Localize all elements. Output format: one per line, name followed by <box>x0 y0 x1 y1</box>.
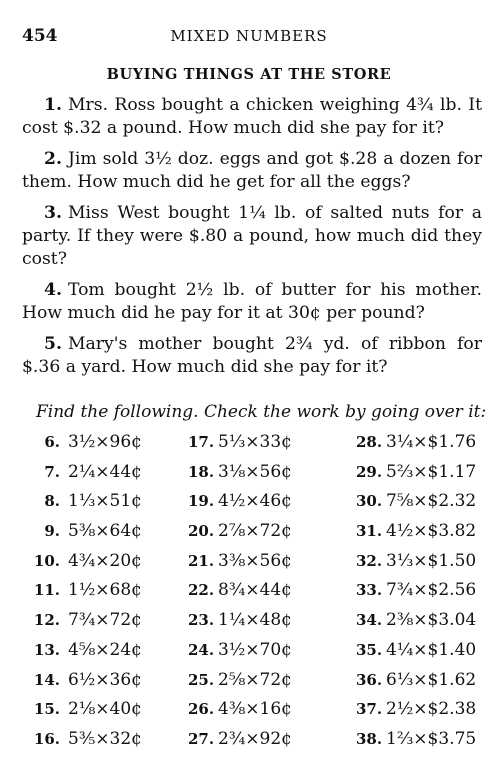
exercise-item <box>188 517 292 547</box>
exercise-expression: 5⅜×64¢ <box>68 521 142 542</box>
exercise-item <box>356 487 476 517</box>
exercise-expression: 3⅓×$1.50 <box>386 550 477 571</box>
exercise-number: 6. <box>44 433 60 451</box>
problem-text: Mrs. Ross bought a chicken weighing 4¾ lb. It cost $.32 a pound. How much did she pay for it? <box>22 95 482 138</box>
exercise-item <box>356 547 476 577</box>
exercise-expression: 4¾×20¢ <box>68 550 142 571</box>
exercise-item <box>30 458 142 488</box>
exercise-expression: 5⅓×33¢ <box>218 432 292 452</box>
problem-number: 2. <box>44 149 62 169</box>
problem-number: 5. <box>44 334 62 354</box>
exercise-expression: 6½×36¢ <box>68 669 142 690</box>
exercise-item <box>356 428 476 458</box>
exercise-number: 19. <box>188 492 215 511</box>
exercise-number: 7. <box>44 462 60 481</box>
exercise-item <box>188 428 292 458</box>
exercise-number: 32. <box>356 551 383 570</box>
exercise-expression: 3½×70¢ <box>218 639 292 660</box>
exercise-grid <box>22 428 482 748</box>
exercise-expression: 4½×46¢ <box>218 491 292 512</box>
exercise-item <box>30 547 142 577</box>
problem-number: 4. <box>44 280 62 300</box>
exercise-expression: 1¼×48¢ <box>218 610 292 631</box>
exercise-item <box>188 636 292 666</box>
exercise-item <box>188 666 292 696</box>
exercise-item <box>188 695 292 725</box>
exercise-number: 37. <box>356 700 383 719</box>
exercise-number: 27. <box>188 729 215 748</box>
exercise-expression: 7¾×$2.56 <box>386 580 477 601</box>
exercise-number: 31. <box>356 522 383 541</box>
exercise-item <box>30 606 142 636</box>
exercise-expression: 2¾×92¢ <box>218 728 292 749</box>
exercise-expression: 8¾×44¢ <box>218 580 292 601</box>
exercise-number: 13. <box>33 640 60 659</box>
exercise-item <box>188 725 292 755</box>
exercise-expression: 6⅓×$1.62 <box>386 669 477 690</box>
exercise-expression: 4⅝×24¢ <box>68 639 142 660</box>
exercise-expression: 3¼×$1.76 <box>386 432 477 452</box>
exercise-item <box>188 487 292 517</box>
problem-1 <box>22 94 482 140</box>
exercise-item <box>30 695 142 725</box>
exercise-expression: 3½×96¢ <box>68 432 142 452</box>
exercise-expression: 2⅞×72¢ <box>218 521 292 542</box>
exercise-item <box>30 725 142 755</box>
exercise-number: 24. <box>188 640 215 659</box>
exercise-number: 17. <box>188 433 215 451</box>
exercise-item <box>188 458 292 488</box>
exercise-expression: 2⅝×72¢ <box>218 669 292 690</box>
exercise-item <box>356 606 476 636</box>
section-title: BUYING THINGS AT THE STORE <box>106 66 392 83</box>
exercise-column-2 <box>188 428 292 755</box>
exercise-item <box>30 487 142 517</box>
exercise-expression: 5⅔×$1.17 <box>386 461 477 482</box>
exercise-number: 38. <box>356 729 383 748</box>
exercise-number: 16. <box>33 729 60 748</box>
exercise-item <box>356 458 476 488</box>
problem-2 <box>22 148 482 194</box>
exercise-column-3 <box>356 428 476 755</box>
exercise-expression: 2¼×44¢ <box>68 461 142 482</box>
exercise-number: 9. <box>44 522 60 541</box>
exercise-item <box>356 517 476 547</box>
exercise-number: 8. <box>44 492 60 511</box>
exercise-item <box>188 606 292 636</box>
page-number: 454 <box>22 26 58 46</box>
exercise-number: 33. <box>356 581 383 600</box>
problem-4 <box>22 279 482 325</box>
running-title: MIXED NUMBERS <box>170 27 328 45</box>
problem-text: Mary's mother bought 2¾ yd. of ribbon for $.36 a yard. How much did she pay for it? <box>22 334 482 377</box>
exercise-expression: 3⅛×56¢ <box>218 461 292 482</box>
exercise-expression: 2⅛×40¢ <box>68 699 142 720</box>
exercise-expression: 3⅜×56¢ <box>218 550 292 571</box>
exercise-item <box>30 517 142 547</box>
exercise-number: 22. <box>188 581 215 600</box>
exercise-expression: 7⅝×$2.32 <box>386 491 477 512</box>
exercise-number: 28. <box>356 433 383 451</box>
problem-text: Tom bought 2½ lb. of butter for his mother. How much did he pay for it at 30¢ per pound? <box>22 280 482 323</box>
exercise-number: 25. <box>188 670 215 689</box>
exercise-number: 12. <box>33 611 60 630</box>
exercise-number: 10. <box>33 551 60 570</box>
exercise-expression: 1⅓×51¢ <box>68 491 142 512</box>
exercise-item <box>188 576 292 606</box>
exercise-expression: 7¾×72¢ <box>68 610 142 631</box>
exercise-number: 14. <box>33 670 60 689</box>
exercise-expression: 2½×$2.38 <box>386 699 477 720</box>
exercise-number: 30. <box>356 492 383 511</box>
problem-text: Jim sold 3½ doz. eggs and got $.28 a dozen for them. How much did he get for all the eggs? <box>22 149 482 192</box>
exercise-number: 11. <box>33 581 60 600</box>
exercise-number: 20. <box>188 522 215 541</box>
exercise-expression: 4¼×$1.40 <box>386 639 477 660</box>
exercise-item <box>188 547 292 577</box>
exercise-number: 34. <box>356 611 383 630</box>
exercise-number: 18. <box>188 462 215 481</box>
exercise-number: 36. <box>356 670 383 689</box>
exercise-item <box>30 666 142 696</box>
problem-text: Miss West bought 1¼ lb. of salted nuts for a party. If they were $.80 a pound, how much did they cost? <box>22 203 482 269</box>
exercise-item <box>356 666 476 696</box>
word-problems <box>22 94 482 387</box>
exercise-item <box>30 428 142 458</box>
exercise-expression: 1⅔×$3.75 <box>386 728 477 749</box>
problem-number: 3. <box>44 203 62 223</box>
exercise-expression: 4½×$3.82 <box>386 521 477 542</box>
exercise-number: 29. <box>356 462 383 481</box>
problem-number: 1. <box>44 95 62 115</box>
exercise-item <box>356 695 476 725</box>
exercise-number: 15. <box>33 700 60 719</box>
exercise-item <box>356 576 476 606</box>
exercise-item <box>30 636 142 666</box>
exercise-item <box>30 576 142 606</box>
problem-5 <box>22 333 482 379</box>
exercise-number: 21. <box>188 551 215 570</box>
exercise-number: 26. <box>188 700 215 719</box>
exercise-expression: 1½×68¢ <box>68 580 142 601</box>
exercise-instructions: Find the following. Check the work by going over it: <box>36 402 487 422</box>
exercise-number: 23. <box>188 611 215 630</box>
exercise-column-1 <box>30 428 142 755</box>
page-header <box>22 26 476 50</box>
exercise-expression: 4⅜×16¢ <box>218 699 292 720</box>
problem-3 <box>22 202 482 271</box>
exercise-item <box>356 725 476 755</box>
exercise-item <box>356 636 476 666</box>
exercise-expression: 2⅜×$3.04 <box>386 610 477 631</box>
exercise-number: 35. <box>356 640 383 659</box>
exercise-expression: 5⅗×32¢ <box>68 728 142 749</box>
